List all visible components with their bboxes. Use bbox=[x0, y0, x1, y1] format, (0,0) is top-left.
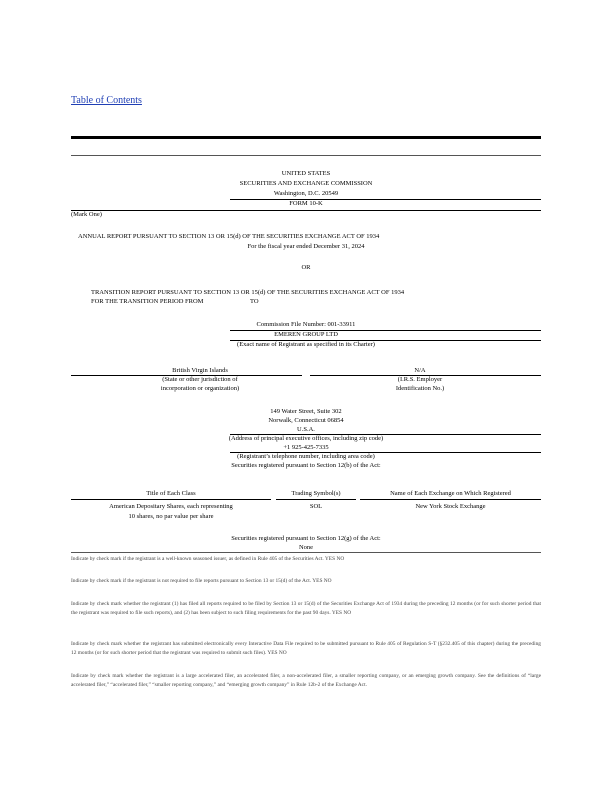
checkmark-para-not-required: Indicate by check mark if the registrant is not required to file reports pursuant to Section 13 or 15(d) of the Act. YES NO bbox=[71, 578, 332, 584]
table-cell-exchange: New York Stock Exchange bbox=[415, 503, 486, 510]
irs-caption-1: (I.R.S. Employer bbox=[397, 376, 443, 383]
or-separator: OR bbox=[301, 264, 311, 271]
transition-period-label: FOR THE TRANSITION PERIOD FROM bbox=[91, 298, 204, 305]
form-rule-bottom bbox=[71, 210, 541, 211]
section-12g-label: Securities registered pursuant to Section 12(g) of the Act: bbox=[231, 535, 381, 542]
jurisdiction-caption-1: (State or other jurisdiction of bbox=[162, 376, 238, 383]
table-header-rule-1 bbox=[71, 499, 271, 500]
table-header-exchange: Name of Each Exchange on Which Registered bbox=[390, 490, 511, 497]
table-header-symbol: Trading Symbol(s) bbox=[291, 490, 341, 497]
table-header-rule-2 bbox=[276, 499, 356, 500]
table-header-class: Title of Each Class bbox=[146, 490, 196, 497]
phone-number: +1 925-425-7335 bbox=[283, 444, 329, 451]
jurisdiction-caption-2: incorporation or organization) bbox=[160, 385, 240, 392]
table-header-rule-3 bbox=[360, 499, 541, 500]
commission-file-number: Commission File Number: 001-33911 bbox=[256, 321, 356, 328]
section-12g-rule bbox=[71, 552, 541, 553]
table-cell-class-2: 10 shares, no par value per share bbox=[128, 513, 214, 520]
address-line-3: U.S.A. bbox=[297, 426, 315, 433]
mark-one: (Mark One) bbox=[71, 211, 102, 218]
phone-caption: (Registrant’s telephone number, including area code) bbox=[237, 453, 375, 460]
registrant-name-caption: (Exact name of Registrant as specified in its Charter) bbox=[237, 341, 375, 348]
top-thin-rule bbox=[71, 155, 541, 156]
transition-to: TO bbox=[250, 298, 259, 305]
checkmark-para-wksi: Indicate by check mark if the registrant is a well-known seasoned issuer, as defined in Rule 405 of the Securities Act. YES NO bbox=[71, 556, 345, 562]
table-cell-class-1: American Depositary Shares, each representing bbox=[109, 503, 233, 510]
section-12b-label: Securities registered pursuant to Section 12(b) of the Act: bbox=[231, 462, 381, 469]
jurisdiction: British Virgin Islands bbox=[172, 367, 228, 374]
header-country: UNITED STATES bbox=[281, 170, 331, 177]
checkmark-para-filer-status: Indicate by check mark whether the registrant is a large accelerated filer, an accelerated filer, a non-accelerated filer, a smaller reporting company, or an emerging growth company. See the definitions of “large accelerated filer,” “accelerated filer,” “smaller reporting company,” and “emerging growth company” in Rule 12b-2 of the Exchange Act. bbox=[71, 673, 541, 688]
header-agency: SECURITIES AND EXCHANGE COMMISSION bbox=[239, 180, 373, 187]
table-cell-symbol: SOL bbox=[309, 503, 323, 510]
registrant-name: EMEREN GROUP LTD bbox=[274, 331, 338, 338]
irs-caption-2: Identification No.) bbox=[395, 385, 445, 392]
address-line-1: 149 Water Street, Suite 302 bbox=[270, 408, 342, 415]
fiscal-year: For the fiscal year ended December 31, 2024 bbox=[247, 243, 365, 250]
top-thick-rule bbox=[71, 136, 541, 139]
header-location: Washington, D.C. 20549 bbox=[273, 190, 339, 197]
form-type: FORM 10-K bbox=[289, 200, 323, 207]
irs-number: N/A bbox=[414, 367, 426, 374]
checkmark-para-filed-reports: Indicate by check mark whether the registrant (1) has filed all reports required to be filed by Section 13 or 15(d) of the Securities Exchange Act of 1934 during the preceding 12 months (or for such shorter period that the registrant was required to file such reports), and (2) has been subject to such filing requirements for the past 90 days. YES NO bbox=[71, 601, 541, 616]
annual-report-title: ANNUAL REPORT PURSUANT TO SECTION 13 OR 15(d) OF THE SECURITIES EXCHANGE ACT OF 1934 bbox=[78, 233, 380, 240]
checkmark-para-interactive-data: Indicate by check mark whether the registrant has submitted electronically every Interactive Data File required to be submitted pursuant to Rule 405 of Regulation S-T (§232.405 of this chapter) during the preceding 12 months (or for such shorter period that the registrant was required to submit such files). YES NO bbox=[71, 641, 541, 656]
table-of-contents-link[interactable]: Table of Contents bbox=[71, 95, 142, 106]
section-12g-value: None bbox=[298, 544, 314, 551]
transition-report-title: TRANSITION REPORT PURSUANT TO SECTION 13 OR 15(d) OF THE SECURITIES EXCHANGE ACT OF 1934 bbox=[91, 289, 405, 296]
address-caption: (Address of principal executive offices, including zip code) bbox=[228, 435, 384, 442]
address-line-2: Norwalk, Connecticut 06854 bbox=[268, 417, 344, 424]
